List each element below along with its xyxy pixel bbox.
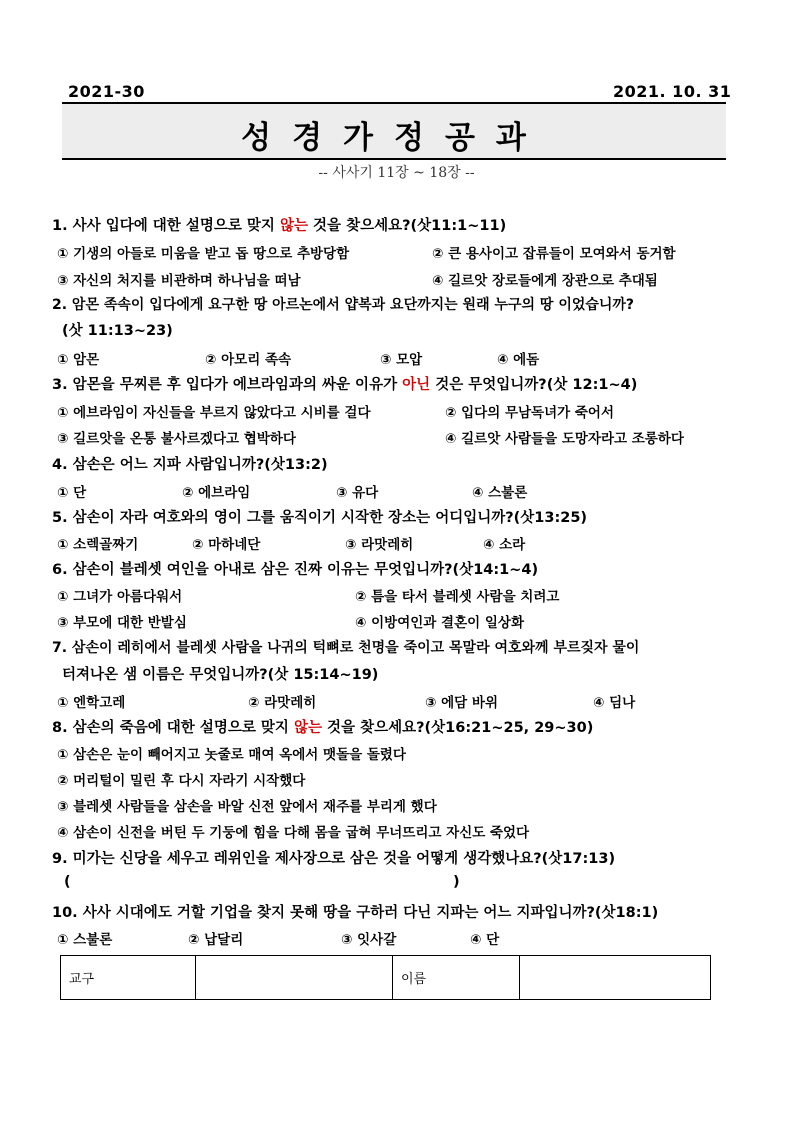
option: ③ 유다 xyxy=(336,485,379,501)
option: ③ 부모에 대한 반발심 xyxy=(57,615,187,631)
church-field[interactable] xyxy=(196,956,393,1000)
question-4: 4. 삼손은 어느 지파 사람입니까?(삿13:2) xyxy=(52,457,328,473)
option: ④ 에돔 xyxy=(497,352,540,368)
option: ② 에브라임 xyxy=(182,485,251,501)
option: ④ 딤나 xyxy=(593,695,636,711)
answer-blank[interactable] xyxy=(78,876,450,894)
option: ① 삼손은 눈이 빼어지고 놋줄로 매여 옥에서 맷돌을 돌렸다 xyxy=(57,747,406,763)
option: ③ 라맛레히 xyxy=(345,537,414,553)
question-emphasis: 않는 xyxy=(293,720,322,736)
question-7: 7. 삼손이 레히에서 블레셋 사람을 나귀의 턱뼈로 천명을 죽이고 목말라 여호와께 부르짖자 물이 xyxy=(52,640,640,656)
option: ③ 길르앗을 온통 불사르겠다고 협박하다 xyxy=(57,431,296,447)
option: ③ 잇사갈 xyxy=(341,932,397,948)
option: ① 단 xyxy=(57,485,87,501)
option: ④ 길르앗 사람들을 도망자라고 조롱하다 xyxy=(445,431,684,447)
page-title: 성경가정공과 xyxy=(241,120,547,156)
option: ④ 길르앗 장로들에게 장관으로 추대됨 xyxy=(432,273,658,289)
option: ④ 단 xyxy=(470,932,500,948)
answer-paren-close: ) xyxy=(453,874,460,890)
option: ③ 블레셋 사람들을 삼손을 바알 신전 앞에서 재주를 부리게 했다 xyxy=(57,799,437,815)
question-10: 10. 사사 시대에도 거할 기업을 찾지 못해 땅을 구하러 다닌 지파는 어느 지파입니까?(삿18:1) xyxy=(52,905,659,921)
option: ③ 모압 xyxy=(380,352,423,368)
info-table xyxy=(60,955,711,1000)
option: ③ 에담 바위 xyxy=(425,695,498,711)
church-label: 교구 xyxy=(61,956,196,1000)
option: ① 그녀가 아름다워서 xyxy=(57,589,183,605)
option: ④ 스불론 xyxy=(472,485,528,501)
question-emphasis: 아닌 xyxy=(402,377,431,393)
option: ① 소렉골짜기 xyxy=(57,537,139,553)
question-5: 5. 삼손이 자라 여호와의 영이 그를 움직이기 시작한 장소는 어디입니까?(삿13:25) xyxy=(52,510,588,526)
option: ② 납달리 xyxy=(188,932,244,948)
title-box xyxy=(62,104,726,160)
option: ② 마하네단 xyxy=(192,537,261,553)
question-7-cont: 터져나온 샘 이름은 무엇입니까?(삿 15:14~19) xyxy=(62,667,379,683)
issue-number: 2021-30 xyxy=(68,82,145,101)
option: ① 스불론 xyxy=(57,932,113,948)
question-emphasis: 않는 xyxy=(279,218,308,234)
page-subtitle: -- 사사기 11장 ~ 18장 -- xyxy=(318,165,475,181)
option: ④ 소라 xyxy=(483,537,526,553)
option: ④ 이방여인과 결혼이 일상화 xyxy=(355,615,524,631)
option: ② 아모리 족속 xyxy=(205,352,292,368)
name-field[interactable] xyxy=(520,956,711,1000)
option: ② 입다의 무남독녀가 죽어서 xyxy=(445,405,614,421)
question-text: 것을 찾으세요?(삿11:1~11) xyxy=(308,218,507,234)
question-2: 2. 암몬 족속이 입다에게 요구한 땅 아르논에서 얍복과 요단까지는 원래 누구의 땅 이었습니까? xyxy=(52,297,635,313)
question-2-ref: (삿 11:13~23) xyxy=(62,323,173,339)
option: ① 엔학고레 xyxy=(57,695,126,711)
option: ③ 자신의 처지를 비관하며 하나님을 떠남 xyxy=(57,273,301,289)
option: ② 틈을 타서 블레셋 사람을 치려고 xyxy=(355,589,560,605)
question-text: 것은 무엇입니까?(삿 12:1~4) xyxy=(430,377,638,393)
name-label: 이름 xyxy=(393,956,520,1000)
option: ② 큰 용사이고 잡류들이 모여와서 동거함 xyxy=(432,246,676,262)
option: ① 에브라임이 자신들을 부르지 않았다고 시비를 걸다 xyxy=(57,405,371,421)
question-9: 9. 미가는 신당을 세우고 레위인을 제사장으로 삼은 것을 어떻게 생각했나요?(삿17:13) xyxy=(52,851,616,867)
question-8 xyxy=(52,716,593,737)
question-6: 6. 삼손이 블레셋 여인을 아내로 삼은 진짜 이유는 무엇입니까?(삿14:1~4) xyxy=(52,562,539,578)
answer-paren-open: ( xyxy=(64,874,71,890)
option: ① 암몬 xyxy=(57,352,100,368)
question-1 xyxy=(52,214,506,235)
option: ④ 삼손이 신전을 버틴 두 기둥에 힘을 다해 몸을 굽혀 무너뜨리고 자신도 죽었다 xyxy=(57,825,530,841)
question-3 xyxy=(52,373,637,394)
option: ② 머리털이 밀린 후 다시 자라기 시작했다 xyxy=(57,773,306,789)
issue-date: 2021. 10. 31 xyxy=(613,82,732,101)
question-text: 3. 암몬을 무찌른 후 입다가 에브라임과의 싸운 이유가 xyxy=(52,377,403,393)
question-text: 1. 사사 입다에 대한 설명으로 맞지 xyxy=(52,218,280,234)
question-text: 8. 삼손의 죽음에 대한 설명으로 맞지 xyxy=(52,720,294,736)
question-text: 것을 찾으세요?(삿16:21~25, 29~30) xyxy=(322,720,594,736)
option: ② 라맛레히 xyxy=(248,695,317,711)
option: ① 기생의 아들로 미움을 받고 돕 땅으로 추방당함 xyxy=(57,246,350,262)
